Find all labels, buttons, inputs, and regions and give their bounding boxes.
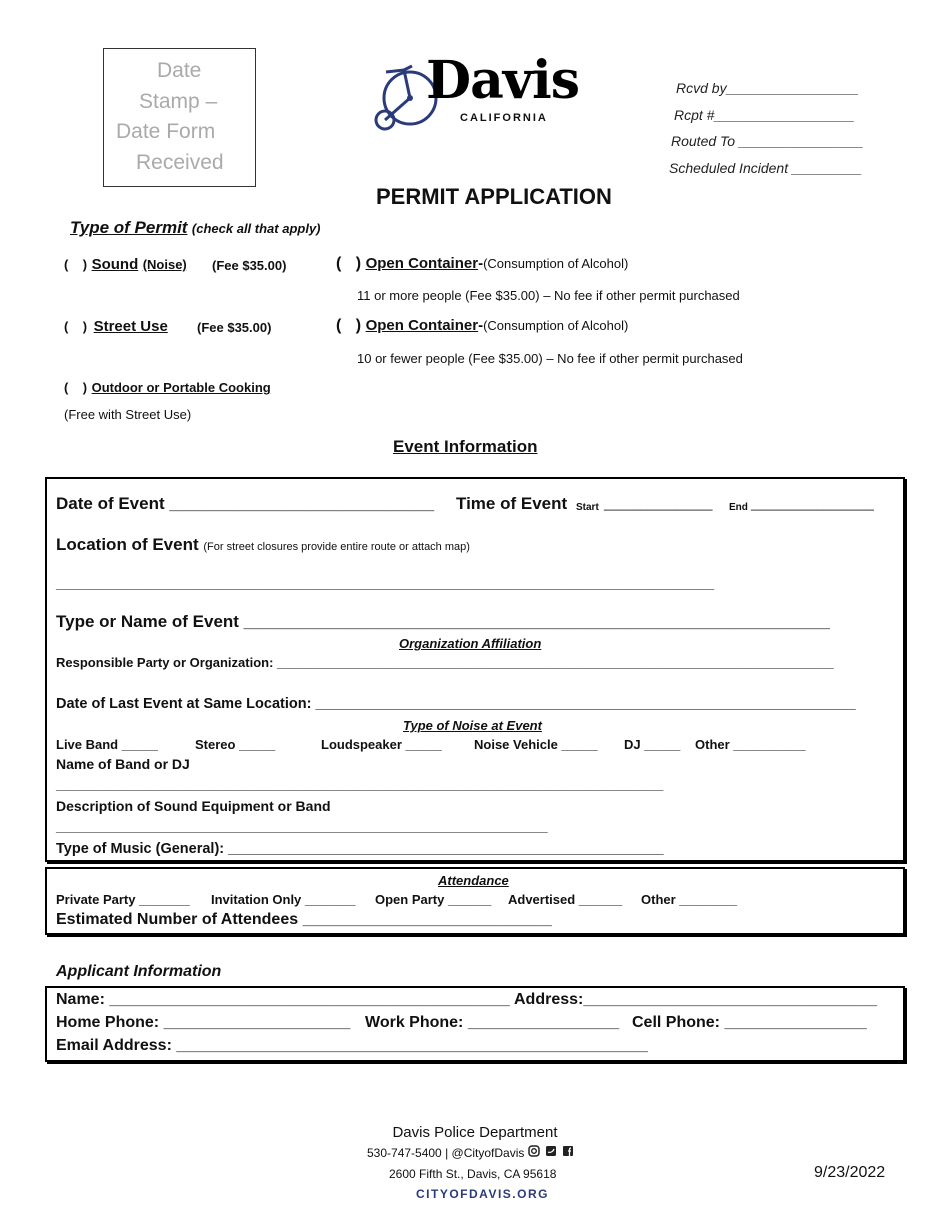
- form-revision-date: 9/23/2022: [814, 1164, 886, 1181]
- page-title: PERMIT APPLICATION: [376, 184, 612, 209]
- stamp-line-2: Stamp –: [139, 89, 218, 113]
- facebook-icon[interactable]: [562, 1145, 576, 1157]
- open-party-field[interactable]: Open Party ______: [375, 892, 492, 907]
- street-checkbox-close[interactable]: ): [82, 319, 88, 334]
- cooking-checkbox-close[interactable]: ): [82, 380, 88, 395]
- container2-detail: 10 or fewer people (Fee $35.00) – No fee if other permit purchased: [357, 351, 743, 366]
- end-label: End: [729, 502, 748, 513]
- stamp-line-4: Received: [136, 150, 224, 174]
- organization-affiliation-caption: Organization Affiliation: [399, 636, 542, 651]
- type-of-permit-label: Type of Permit: [70, 218, 188, 237]
- sound-checkbox-open[interactable]: (: [64, 257, 69, 272]
- location-note: (For street closures provide entire route or attach map): [203, 541, 470, 553]
- home-phone-field[interactable]: Home Phone: _____________________: [56, 1014, 351, 1031]
- logo-wordmark: Davis: [426, 50, 580, 111]
- start-label: Start: [576, 502, 599, 513]
- applicant-information-heading: Applicant Information: [56, 963, 222, 980]
- type-of-permit-heading: [70, 218, 321, 238]
- container1-dash: -: [478, 255, 484, 272]
- sound-equipment-field[interactable]: ____________________________________________________________________: [56, 819, 548, 834]
- container1-checkbox-close[interactable]: ): [355, 255, 362, 272]
- footer-department: Davis Police Department: [392, 1124, 558, 1141]
- invitation-only-field[interactable]: Invitation Only _______: [211, 892, 356, 907]
- container2-label: Open Container: [365, 317, 479, 334]
- type-of-noise-caption: Type of Noise at Event: [403, 718, 542, 733]
- advertised-field[interactable]: Advertised ______: [508, 892, 623, 907]
- event-information-heading: Event Information: [393, 437, 538, 456]
- noise-loudspeaker-field[interactable]: Loudspeaker _____: [321, 737, 442, 752]
- attendance-caption: Attendance: [438, 873, 509, 888]
- date-of-last-event-field[interactable]: Date of Last Event at Same Location: ___________________________________________________________________: [56, 696, 856, 712]
- noise-stereo-field[interactable]: Stereo _____: [195, 737, 276, 752]
- sound-permit-option[interactable]: [64, 256, 187, 274]
- band-name-field[interactable]: ____________________________________________________________________________________: [56, 777, 664, 792]
- location-of-event-label: [56, 535, 470, 555]
- band-name-label: Name of Band or DJ: [56, 756, 190, 772]
- container1-label: Open Container: [365, 255, 479, 272]
- twitter-icon[interactable]: [545, 1145, 559, 1157]
- footer-contact-row: [367, 1145, 576, 1160]
- applicant-address-field[interactable]: Address:_________________________________: [514, 991, 877, 1008]
- sound-fee: (Fee $35.00): [212, 258, 287, 273]
- container1-note: (Consumption of Alcohol): [483, 256, 629, 271]
- date-stamp-box: [103, 48, 256, 187]
- cooking-checkbox-open[interactable]: (: [64, 380, 69, 395]
- container2-note: (Consumption of Alcohol): [483, 318, 629, 333]
- street-use-fee: (Fee $35.00): [197, 320, 272, 335]
- end-time-field[interactable]: _________________: [751, 496, 874, 511]
- noise-dj-field[interactable]: DJ _____: [624, 737, 681, 752]
- date-of-event-field[interactable]: Date of Event ____________________________: [56, 494, 435, 513]
- instagram-icon[interactable]: [528, 1145, 542, 1157]
- estimated-attendees-field[interactable]: Estimated Number of Attendees ____________________________: [56, 911, 552, 928]
- container1-checkbox-open[interactable]: (: [336, 255, 342, 272]
- responsible-party-field[interactable]: Responsible Party or Organization: _____________________________________________________________________________: [56, 655, 834, 670]
- applicant-name-field[interactable]: Name: _____________________________________________: [56, 991, 510, 1008]
- open-container-small-option[interactable]: [336, 317, 628, 335]
- street-use-permit-option[interactable]: [64, 318, 168, 336]
- logo-subtitle: CALIFORNIA: [460, 112, 548, 124]
- rcpt-field[interactable]: Rcpt #__________________: [674, 107, 855, 123]
- sound-checkbox-close[interactable]: ): [82, 257, 88, 272]
- open-container-large-option[interactable]: [336, 255, 628, 273]
- sound-label: Sound: [91, 256, 139, 273]
- noise-live-band-field[interactable]: Live Band _____: [56, 737, 158, 752]
- cell-phone-field[interactable]: Cell Phone: ________________: [632, 1014, 867, 1031]
- private-party-field[interactable]: Private Party _______: [56, 892, 190, 907]
- stamp-line-3: Date Form: [116, 120, 216, 143]
- cooking-label: Outdoor or Portable Cooking: [91, 380, 271, 395]
- type-of-music-field[interactable]: Type of Music (General): ______________________________________________________: [56, 841, 664, 857]
- type-or-name-of-event-field[interactable]: Type or Name of Event ______________________________________________________________: [56, 612, 830, 631]
- container1-detail: 11 or more people (Fee $35.00) – No fee if other permit purchased: [357, 288, 740, 303]
- cooking-note: (Free with Street Use): [64, 407, 192, 422]
- footer-address: 2600 Fifth St., Davis, CA 95618: [389, 1167, 557, 1181]
- sound-equipment-label: Description of Sound Equipment or Band: [56, 798, 331, 814]
- container2-checkbox-close[interactable]: ): [355, 317, 362, 334]
- noise-other-field[interactable]: Other __________: [695, 737, 806, 752]
- work-phone-field[interactable]: Work Phone: _________________: [365, 1014, 620, 1031]
- stamp-line-1: Date: [157, 59, 202, 82]
- scheduled-incident-field[interactable]: Scheduled Incident _________: [669, 160, 863, 176]
- start-time-field[interactable]: _______________: [604, 496, 713, 511]
- type-of-permit-note: (check all that apply): [191, 221, 321, 236]
- street-use-label: Street Use: [93, 318, 168, 335]
- footer-contact: 530-747-5400 | @CityofDavis: [367, 1146, 525, 1160]
- cooking-permit-option[interactable]: [64, 379, 271, 397]
- davis-logo: [374, 52, 584, 132]
- location-field[interactable]: ____________________________________________________________________________________: [56, 575, 715, 591]
- container2-dash: -: [478, 317, 484, 334]
- routed-to-field[interactable]: Routed To ________________: [671, 133, 864, 149]
- time-of-event-label: Time of Event: [456, 494, 568, 513]
- email-address-field[interactable]: Email Address: _____________________________________________________: [56, 1037, 648, 1054]
- location-label-text: Location of Event: [56, 535, 199, 554]
- rcvd-by-field[interactable]: Rcvd by_________________: [676, 80, 859, 96]
- container2-checkbox-open[interactable]: (: [336, 317, 342, 334]
- noise-vehicle-field[interactable]: Noise Vehicle _____: [474, 737, 598, 752]
- attendance-other-field[interactable]: Other ________: [641, 892, 738, 907]
- footer-website-link[interactable]: CITYOFDAVIS.ORG: [416, 1187, 549, 1201]
- sound-note: (Noise): [142, 257, 187, 272]
- street-checkbox-open[interactable]: (: [64, 319, 69, 334]
